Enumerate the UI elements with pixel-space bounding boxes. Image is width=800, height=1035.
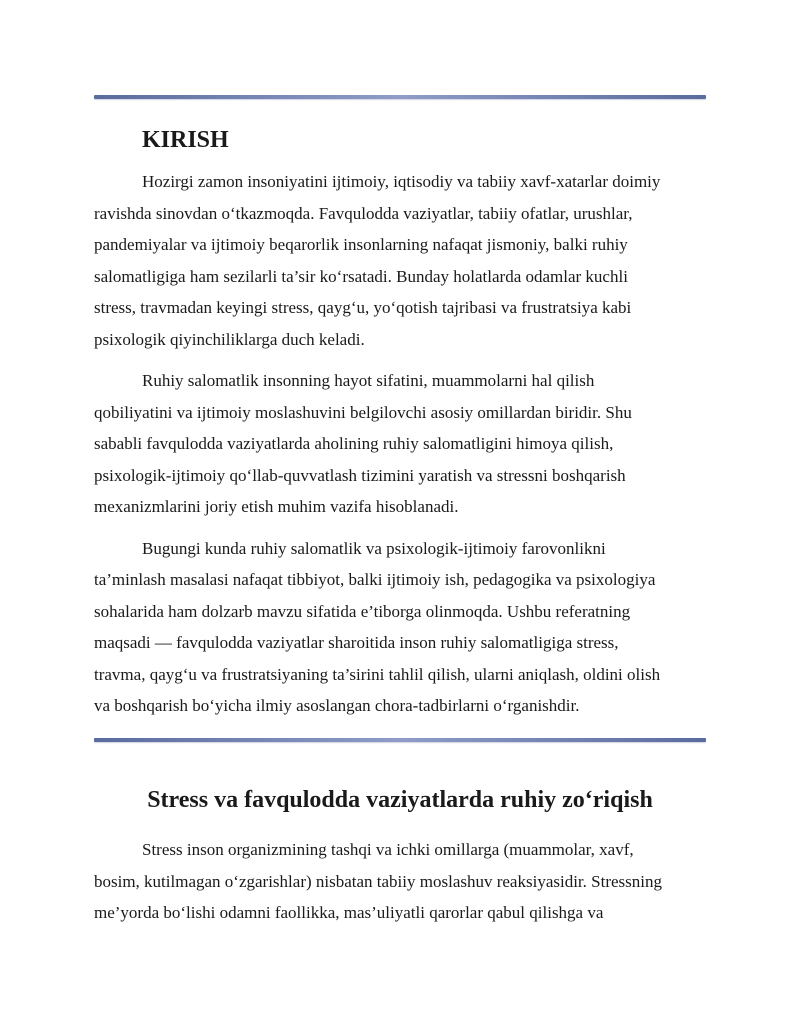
text-line: psixologik qiyinchiliklarga duch keladi. xyxy=(94,329,365,349)
text-line: mexanizmlarini joriy etish muhim vazifa hisoblanadi. xyxy=(94,497,459,516)
intro-heading: KIRISH xyxy=(142,127,229,153)
text-line: Hozirgi zamon insoniyatini ijtimoiy, iqtisodiy va tabiiy xavf-xatarlar doimiy xyxy=(142,172,661,191)
text-line: qobiliyatini va ijtimoiy moslashuvini belgilovchi asosiy omillardan biridir. Shu xyxy=(94,402,632,422)
text-line: pandemiyalar va ijtimoiy beqarorlik insonlarning nafaqat jismoniy, balki ruhiy xyxy=(94,235,628,254)
text-line: Stress inson organizmining tashqi va ichki omillarga (muammolar, xavf, xyxy=(142,840,634,859)
stress-section-heading: Stress va favqulodda vaziyatlarda ruhiy zo‘riqish xyxy=(147,787,653,813)
top-divider xyxy=(94,95,706,99)
text-line: sababli favqulodda vaziyatlarda aholining ruhiy salomatligini himoya qilish, xyxy=(94,434,614,453)
section-divider xyxy=(94,738,706,742)
intro-paragraph-2 xyxy=(94,365,706,523)
text-line: stress, travmadan keyingi stress, qayg‘u, yo‘qotish tajribasi va frustratsiya kabi xyxy=(94,298,632,317)
text-line: psixologik-ijtimoiy qo‘llab-quvvatlash tizimini yaratish va stressni boshqarish xyxy=(94,465,626,485)
text-line: salomatligiga ham sezilarli ta’sir ko‘rsatadi. Bunday holatlarda odamlar kuchli xyxy=(94,266,628,286)
text-line: Ruhiy salomatlik insonning hayot sifatini, muammolarni hal qilish xyxy=(142,371,595,390)
text-line: me’yorda bo‘lishi odamni faollikka, mas’uliyatli qarorlar qabul qilishga va xyxy=(94,903,604,922)
intro-body xyxy=(94,166,706,732)
text-line: travma, qayg‘u va frustratsiyaning ta’sirini tahlil qilish, ularni aniqlash, oldini olish xyxy=(94,664,661,684)
stress-section-body xyxy=(94,834,706,939)
intro-paragraph-1 xyxy=(94,166,706,355)
text-line: ravishda sinovdan o‘tkazmoqda. Favqulodda vaziyatlar, tabiiy ofatlar, urushlar, xyxy=(94,203,633,223)
text-line: ta’minlash masalasi nafaqat tibbiyot, balki ijtimoiy ish, pedagogika va psixologiya xyxy=(94,570,656,589)
text-line: Bugungi kunda ruhiy salomatlik va psixologik-ijtimoiy farovonlikni xyxy=(142,538,606,558)
text-line: sohalarida ham dolzarb mavzu sifatida e’tiborga olinmoqda. Ushbu referatning xyxy=(94,601,631,621)
text-line: bosim, kutilmagan o‘zgarishlar) nisbatan tabiiy moslashuv reaksiyasidir. Stressning xyxy=(94,871,662,891)
text-line: maqsadi — favqulodda vaziyatlar sharoitida inson ruhiy salomatligiga stress, xyxy=(94,633,619,652)
stress-paragraph-1 xyxy=(94,834,706,929)
intro-paragraph-3 xyxy=(94,533,706,722)
text-line: va boshqarish bo‘yicha ilmiy asoslangan chora-tadbirlarni o‘rganishdir. xyxy=(94,696,580,715)
